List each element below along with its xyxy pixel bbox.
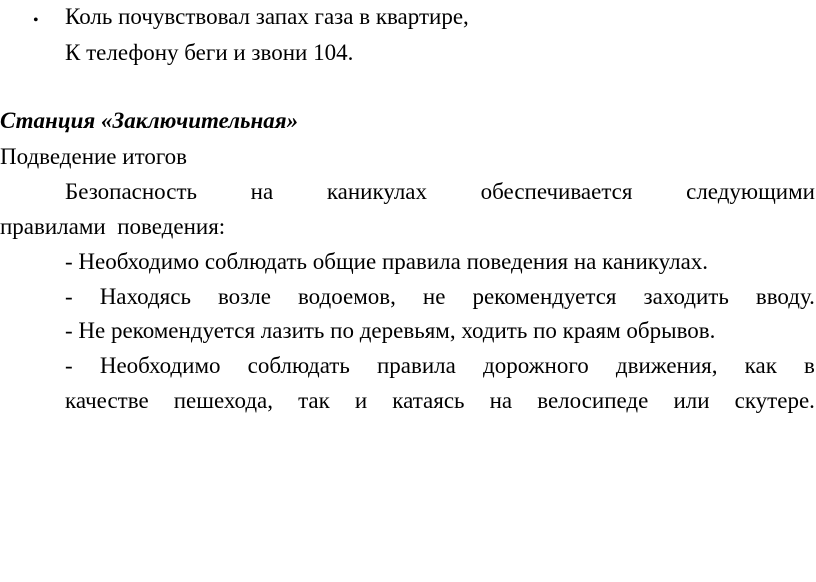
word: пешехода, <box>173 388 273 413</box>
word: - <box>65 353 73 378</box>
word: качестве <box>65 388 149 413</box>
word: Находясь <box>99 284 191 309</box>
word: заходить <box>643 284 729 309</box>
word: следующими <box>686 179 815 204</box>
station-heading: Станция «Заключительная» <box>0 108 299 133</box>
word: рекомендуется <box>472 284 617 309</box>
bullet-line-1: Коль почувствовал запах газа в квартире, <box>65 4 469 29</box>
word: обеспечивается <box>480 179 633 204</box>
word: движения, <box>615 353 718 378</box>
word: Необходимо <box>99 353 221 378</box>
word: и <box>354 388 368 413</box>
word: велосипеде <box>537 388 649 413</box>
rule-4-continued <box>65 389 815 412</box>
word: как <box>744 353 777 378</box>
station-subheading: Подведение итогов <box>0 144 188 169</box>
word: возле <box>217 284 271 309</box>
word: соблюдать <box>247 353 350 378</box>
bullet-line-2: К телефону беги и звони 104. <box>65 40 354 65</box>
word: так <box>298 388 330 413</box>
word: дорожного <box>483 353 589 378</box>
bullet-dot: • <box>33 12 39 29</box>
word: - <box>65 284 73 309</box>
word: или <box>673 388 710 413</box>
word: не <box>422 284 446 309</box>
word: каникулах <box>326 179 428 204</box>
rule-3: - Не рекомендуется лазить по деревьям, ходить по краям обрывов. <box>65 318 716 343</box>
word: в <box>804 353 815 378</box>
word: вводу. <box>755 284 815 309</box>
word: водоемов, <box>297 284 396 309</box>
word: скутере. <box>734 388 815 413</box>
rule-4 <box>65 354 815 377</box>
intro-line-1 <box>65 180 815 203</box>
word: правила <box>377 353 456 378</box>
word: на <box>489 388 513 413</box>
word: на <box>250 179 274 204</box>
rule-1: - Необходимо соблюдать общие правила поведения на каникулах. <box>65 249 709 274</box>
word: Безопасность <box>65 179 198 204</box>
intro-line-2: правилами поведения: <box>0 214 226 239</box>
rule-2 <box>65 285 815 308</box>
word: катаясь <box>392 388 465 413</box>
